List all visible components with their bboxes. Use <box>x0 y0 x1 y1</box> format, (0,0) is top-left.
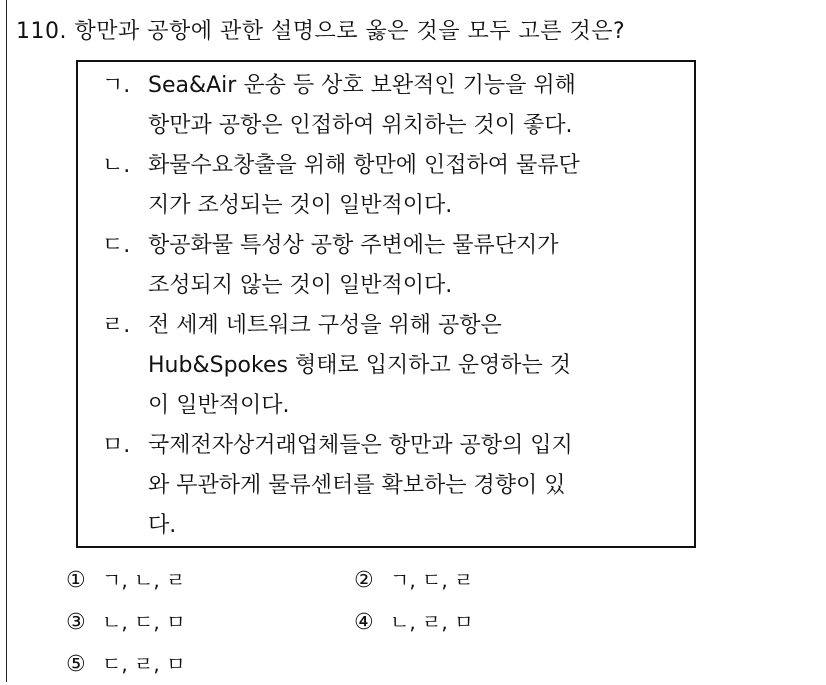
option-text: ㄱ, ㄴ, ㄹ <box>102 568 186 592</box>
option-number: ② <box>354 568 374 593</box>
answer-options <box>66 560 766 680</box>
statement-line: Hub&Spokes 형태로 입지하고 운영하는 것 <box>148 353 571 378</box>
option-4[interactable] <box>354 602 473 642</box>
question-stem: 110. 항만과 공항에 관한 설명으로 옳은 것을 모두 고른 것은? <box>16 19 626 44</box>
option-number: ④ <box>354 610 374 635</box>
option-1[interactable] <box>66 560 185 600</box>
statement-line: 항공화물 특성상 공항 주변에는 물류단지가 <box>148 233 559 258</box>
statement-line: 다. <box>148 513 177 538</box>
statement-line: 이 일반적이다. <box>148 393 290 418</box>
statement-marker: ㅁ. <box>102 433 131 458</box>
option-5[interactable] <box>66 644 185 684</box>
option-3[interactable] <box>66 602 185 642</box>
statement-line: 항만과 공항은 인접하여 위치하는 것이 좋다. <box>148 113 573 138</box>
option-number: ① <box>66 568 86 593</box>
page-border-left <box>6 0 7 682</box>
statement-marker: ㄹ. <box>102 313 131 338</box>
statement-marker: ㄱ. <box>102 73 131 98</box>
option-text: ㄴ, ㄹ, ㅁ <box>390 610 474 634</box>
option-text: ㄱ, ㄷ, ㄹ <box>390 568 474 592</box>
statement-marker: ㄴ. <box>102 153 131 178</box>
option-number: ⑤ <box>66 652 86 677</box>
option-text: ㄷ, ㄹ, ㅁ <box>102 652 186 676</box>
statement-line: 와 무관하게 물류센터를 확보하는 경향이 있 <box>148 473 566 498</box>
statement-marker: ㄷ. <box>102 233 131 258</box>
statement-line: Sea&Air 운송 등 상호 보완적인 기능을 위해 <box>148 73 576 98</box>
statements-box <box>76 60 696 548</box>
statement-line: 화물수요창출을 위해 항만에 인접하여 물류단 <box>148 153 580 178</box>
statement-line: 지가 조성되는 것이 일반적이다. <box>148 193 453 218</box>
statement-line: 조성되지 않는 것이 일반적이다. <box>148 273 453 298</box>
option-number: ③ <box>66 610 86 635</box>
option-text: ㄴ, ㄷ, ㅁ <box>102 610 186 634</box>
option-2[interactable] <box>354 560 473 600</box>
statement-line: 전 세계 네트워크 구성을 위해 공항은 <box>148 313 502 338</box>
statement-line: 국제전자상거래업체들은 항만과 공항의 입지 <box>148 433 573 458</box>
